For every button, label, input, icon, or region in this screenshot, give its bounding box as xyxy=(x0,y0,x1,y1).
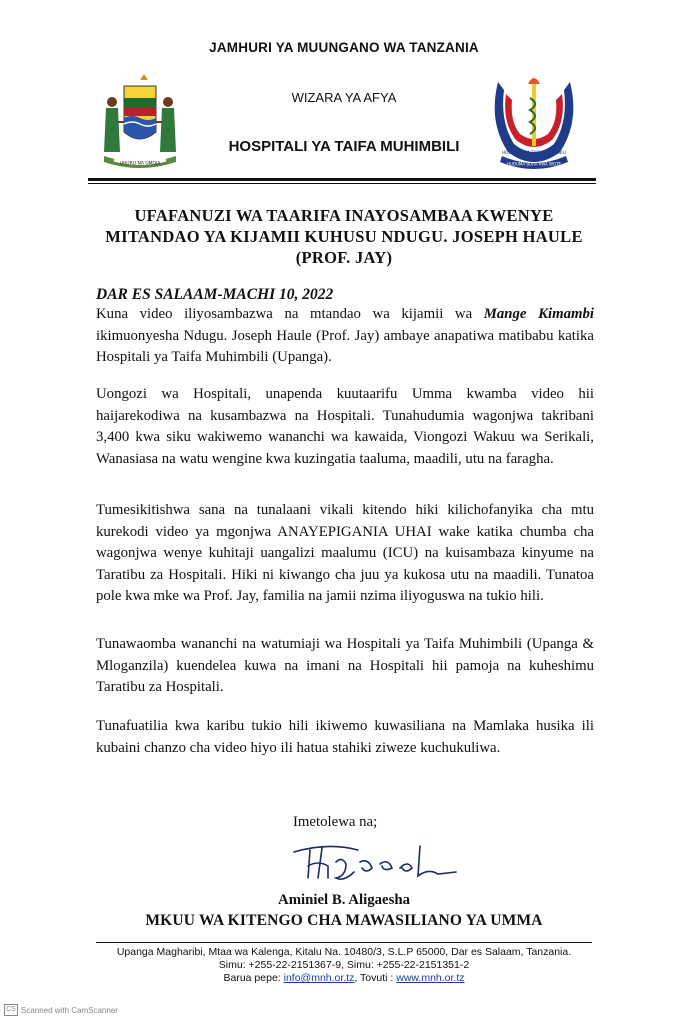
issued-by-label: Imetolewa na; xyxy=(293,814,378,830)
mnh-logo-text: HOSPITALI YA TAIFA MUHIMBILI xyxy=(501,150,567,155)
hospital-heading: HOSPITALI YA TAIFA MUHIMBILI xyxy=(228,138,460,155)
title-line: MITANDAO YA KIJAMII KUHUSU NDUGU. JOSEPH HAULE xyxy=(105,227,583,246)
tanzania-coat-of-arms xyxy=(94,72,186,176)
mnh-logo xyxy=(488,72,580,176)
camscanner-icon: CS xyxy=(4,1004,18,1016)
email-label: Barua pepe: xyxy=(223,972,284,984)
header-rule-thin xyxy=(88,183,596,184)
country-heading: JAMHURI YA MUUNGANO WA TANZANIA xyxy=(209,40,479,55)
title-line: (PROF. JAY) xyxy=(295,248,393,267)
dateline: DAR ES SALAAM-MACHI 10, 2022 xyxy=(96,286,334,303)
p1-emphasis: Mange Kimambi xyxy=(483,306,594,322)
title-line: UFAFANUZI WA TAARIFA INAYOSAMBAA KWENYE xyxy=(134,206,554,225)
paragraph-1 xyxy=(96,304,594,369)
footer-address: Upanga Magharibi, Mtaa wa Kalenga, Kitalu Na. 10480/3, S.L.P 65000, Dar es Salaam, Tanzania. xyxy=(116,946,572,958)
p1-text: Kuna video iliyosambazwa na mtandao wa kijamii wa xyxy=(96,306,484,322)
footer-phones: Simu: +255-22-2151367-9, Simu: +255-22-2151351-2 xyxy=(218,959,470,971)
scanner-watermark xyxy=(4,1004,118,1016)
web-label: , Tovuti : xyxy=(354,972,397,984)
header-rule xyxy=(88,178,596,181)
footer-contacts xyxy=(0,972,688,985)
paragraph-5: Tunafuatilia kwa karibu tukio hili ikiwemo kuwasiliana na Mamlaka husika ili kubaini chanzo cha video hiyo ili hatua stahiki ziweze kuchukuliwa. xyxy=(96,718,594,756)
p1-text-end: ikimuonyesha Ndugu. Joseph Haule (Prof. Jay) ambaye anapatiwa matibabu katika Hospitali ya Taifa Muhimbili (Upanga). xyxy=(96,327,594,365)
signatory-title: MKUU WA KITENGO CHA MAWASILIANO YA UMMA xyxy=(145,912,543,929)
website-link[interactable]: www.mnh.or.tz xyxy=(396,972,465,984)
signature xyxy=(288,838,470,888)
email-link[interactable]: info@mnh.or.tz xyxy=(283,972,355,984)
paragraph-4: Tunawaomba wananchi na watumiaji wa Hospitali ya Taifa Muhimbili (Upanga & Mloganzila) kuendelea kuwa na imani na Hospitali hii pamoja na kuheshimu Taratibu za Hospitali. xyxy=(96,636,594,695)
paragraph-2: Uongozi wa Hospitali, unapenda kuutaarifu Umma kwamba video hii haijarekodiwa na kusambazwa na Hospitali. Tunahudumia wagonjwa takribani 3,400 kwa siku wakiwemo wananchi wa kawaida, Viongozi Wakuu wa Serikali, Wanasiasa na watu wengine kwa kuzingatia taaluma, maadili, utu na faragha. xyxy=(96,386,594,467)
footer-rule xyxy=(96,942,592,943)
paragraph-3: Tumesikitishwa sana na tunalaani vikali kitendo hiki kilichofanyika cha mtu kurekodi video ya mgonjwa ANAYEPIGANIA UHAI wake katika chumba cha wagonjwa wenye kuhitaji uangalizi maalumu (ICU) na kuisambaza kinyume na Taratibu za Hospitali. Hiki ni kiwango cha juu ya kukosa utu na maadili. Tunatoa pole kwa mke wa Prof. Jay, familia na jamii nzima iliyoguswa na tukio hili. xyxy=(96,502,594,604)
coat-of-arms-motto: UHURU NA UMOJA xyxy=(119,161,161,167)
document-title xyxy=(80,205,608,268)
scanner-watermark-text: Scanned with CamScanner xyxy=(21,1005,118,1015)
ministry-heading: WIZARA YA AFYA xyxy=(291,90,397,105)
mnh-logo-motto: HUDUMA BORA KWA WOTE xyxy=(506,161,562,167)
signatory-name: Aminiel B. Aligaesha xyxy=(278,892,410,908)
